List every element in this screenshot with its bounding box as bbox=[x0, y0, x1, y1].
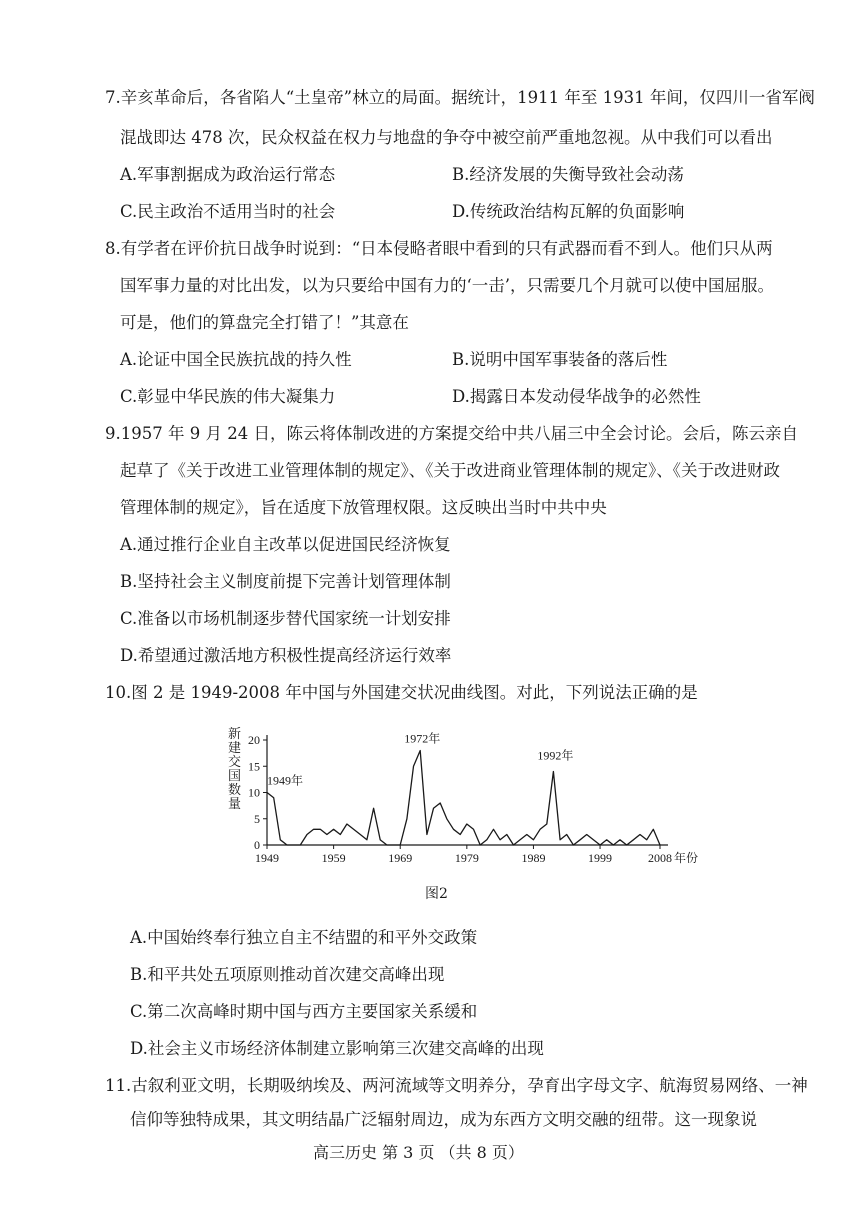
q10-option-a: A.中国始终奉行独立自主不结盟的和平外交政策 bbox=[130, 928, 478, 947]
q11-stem-line-2: 信仰等独特成果，其文明结晶广泛辐射周边，成为东西方文明交融的纽带。这一现象说 bbox=[130, 1110, 757, 1129]
x-tick-label: 1979 bbox=[454, 851, 479, 865]
q10-option-c: C.第二次高峰时期中国与西方主要国家关系缓和 bbox=[130, 1002, 478, 1021]
diplomatic-relations-chart bbox=[215, 725, 715, 875]
x-tick-label: 1949 bbox=[255, 851, 279, 865]
q10-option-b: B.和平共处五项原则推动首次建交高峰出现 bbox=[130, 965, 445, 984]
chart-series bbox=[267, 751, 660, 846]
q9-stem-line-1: 9.1957 年 9 月 24 日，陈云将体制改进的方案提交给中共八届三中全会讨论。会后，陈云亲自 bbox=[105, 424, 798, 443]
q8-option-c: C.彰显中华民族的伟大凝集力 bbox=[120, 387, 336, 406]
x-tick-label: 1999 bbox=[588, 851, 613, 865]
q7-option-a: A.军事割据成为政治运行常态 bbox=[120, 165, 336, 184]
q11-stem-line-1: 11.古叙利亚文明，长期吸纳埃及、两河流域等文明养分，孕育出字母文字、航海贸易网络、一神 bbox=[105, 1076, 808, 1095]
q9-option-c: C.准备以市场机制逐步替代国家统一计划安排 bbox=[120, 609, 451, 628]
q9-stem-line-2: 起草了《关于改进工业管理体制的规定》、《关于改进商业管理体制的规定》、《关于改进财政 bbox=[120, 461, 780, 480]
q7-stem-line-1: 7.辛亥革命后，各省陷人“土皇帝”林立的局面。据统计，1911 年至 1931 年间，仅四川一省军阀 bbox=[105, 88, 815, 107]
y-tick-label: 10 bbox=[248, 785, 260, 800]
q8-stem-line-2: 国军事力量的对比出发，以为只要给中国有力的‘一击’，只需要几个月就可以使中国屈服。 bbox=[120, 276, 774, 295]
chart-xlabel: 年份 bbox=[674, 851, 699, 865]
y-tick-label: 5 bbox=[254, 811, 260, 826]
q7-option-d: D.传统政治结构瓦解的负面影响 bbox=[452, 202, 685, 221]
page-footer: 高三历史 第 3 页 （共 8 页） bbox=[313, 1143, 524, 1162]
y-tick-label: 15 bbox=[248, 759, 260, 774]
figure-caption: 图2 bbox=[425, 886, 448, 902]
q10-option-d: D.社会主义市场经济体制建立影响第三次建交高峰的出现 bbox=[130, 1039, 544, 1058]
q7-option-b: B.经济发展的失衡导致社会动荡 bbox=[452, 165, 684, 184]
y-tick-label: 20 bbox=[248, 733, 260, 747]
q7-stem-line-2: 混战即达 478 次，民众权益在权力与地盘的争夺中被空前严重地忽视。从中我们可以看出 bbox=[120, 128, 773, 147]
chart-axes bbox=[267, 735, 668, 845]
q8-option-d: D.揭露日本发动侵华战争的必然性 bbox=[452, 387, 701, 406]
chart-ylabel: 新建交国数量 bbox=[228, 726, 242, 811]
peak-annotation: 1972年 bbox=[404, 731, 441, 746]
q8-option-b: B.说明中国军事装备的落后性 bbox=[452, 350, 668, 369]
x-tick-label: 1959 bbox=[321, 851, 346, 865]
y-tick-label: 0 bbox=[254, 838, 260, 852]
chart-annotations bbox=[267, 731, 573, 788]
q8-option-a: A.论证中国全民族抗战的持久性 bbox=[120, 350, 352, 369]
q10-stem-line-1: 10.图 2 是 1949-2008 年中国与外国建交状况曲线图。对此，下列说法正确的是 bbox=[105, 683, 698, 702]
x-tick-label: 1969 bbox=[388, 851, 413, 865]
peak-annotation: 1949年 bbox=[267, 773, 304, 788]
q8-stem-line-3: 可是，他们的算盘完全打错了！”其意在 bbox=[120, 313, 409, 332]
q8-stem-line-1: 8.有学者在评价抗日战争时说到：“日本侵略者眼中看到的只有武器而看不到人。他们只从两 bbox=[105, 239, 773, 258]
q9-option-d: D.希望通过激活地方积极性提高经济运行效率 bbox=[120, 646, 452, 665]
q9-option-b: B.坚持社会主义制度前提下完善计划管理体制 bbox=[120, 572, 451, 591]
x-tick-label: 1989 bbox=[521, 851, 546, 865]
x-tick-label: 2008 bbox=[648, 851, 672, 865]
series-line bbox=[267, 751, 660, 846]
q9-stem-line-3: 管理体制的规定》，旨在适度下放管理权限。这反映出当时中共中央 bbox=[120, 498, 607, 517]
q7-option-c: C.民主政治不适用当时的社会 bbox=[120, 202, 336, 221]
peak-annotation: 1992年 bbox=[537, 748, 574, 763]
q9-option-a: A.通过推行企业自主改革以促进国民经济恢复 bbox=[120, 535, 451, 554]
